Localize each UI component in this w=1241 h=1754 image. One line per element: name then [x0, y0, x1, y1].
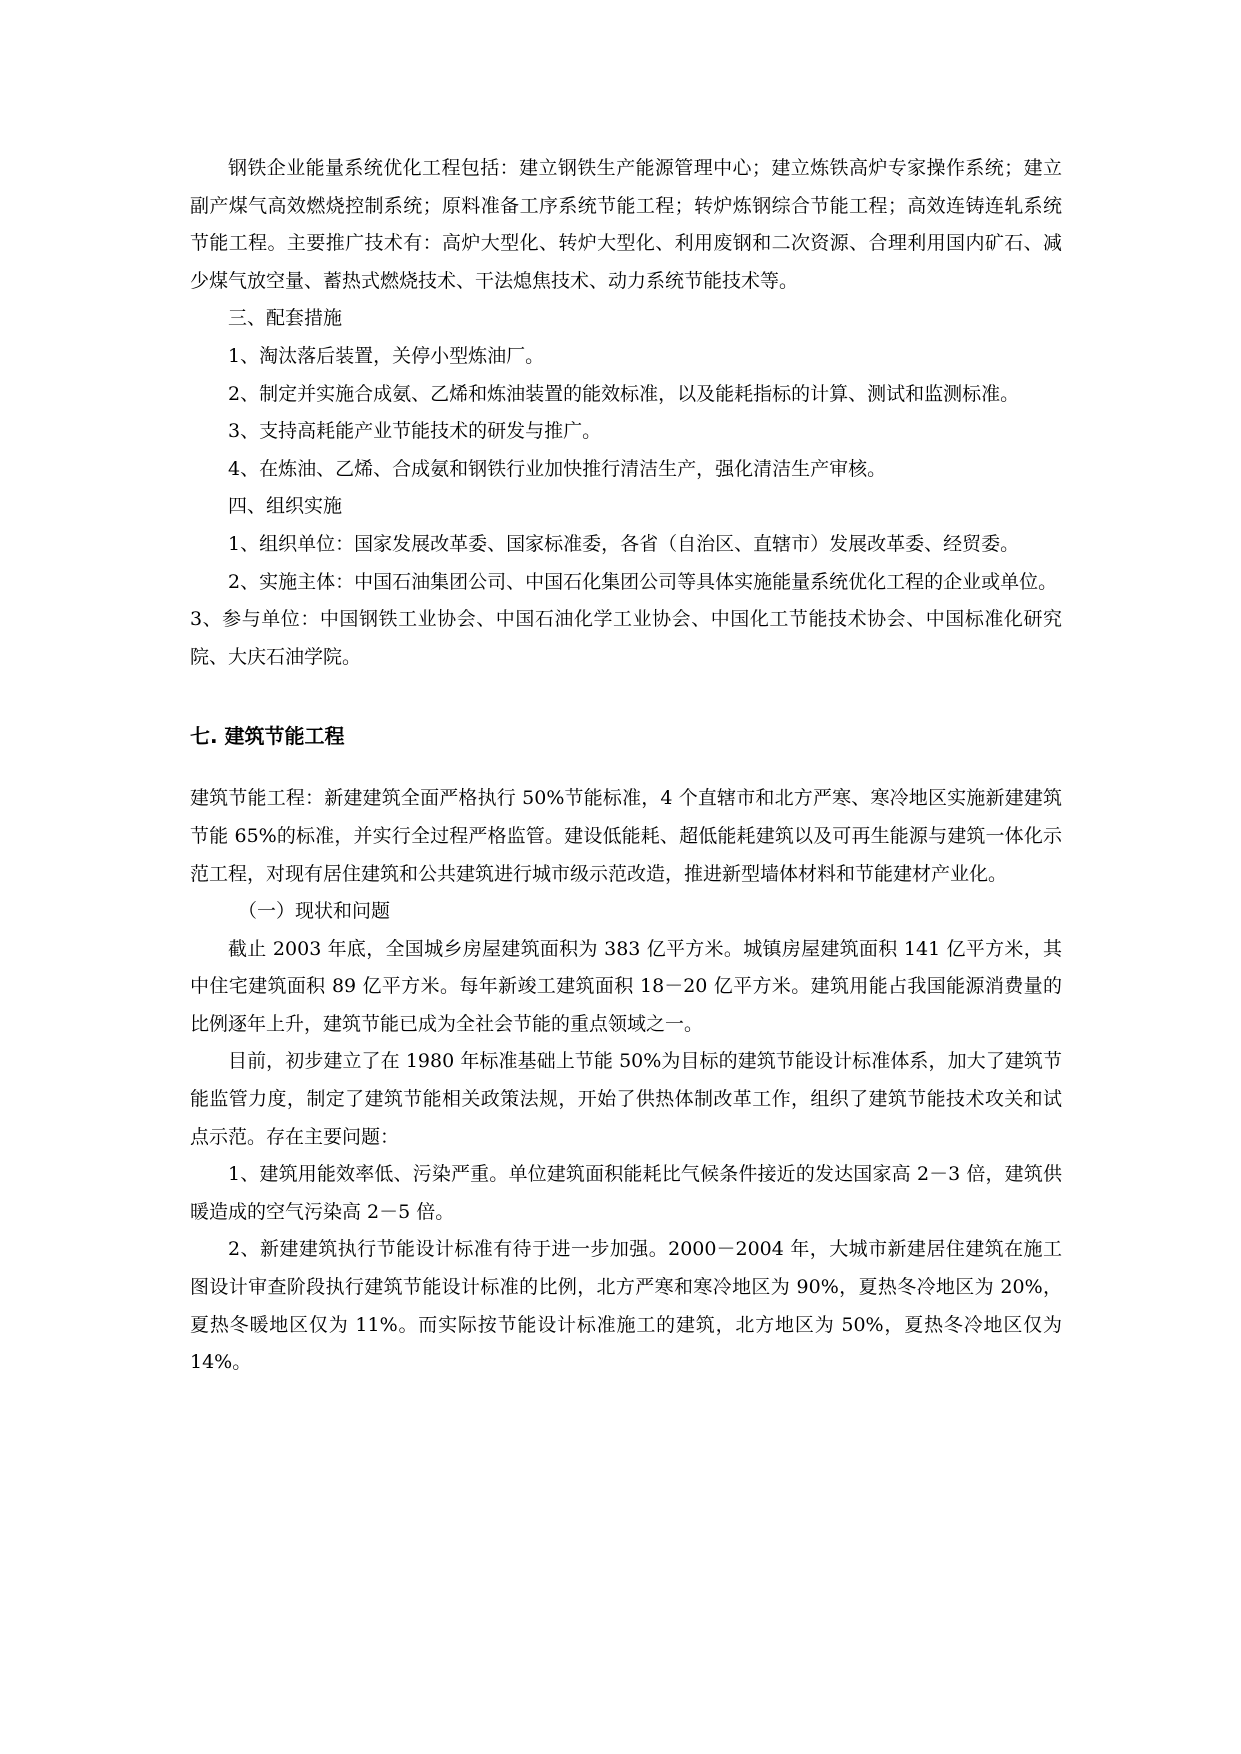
organization-title: 四、组织实施 [228, 495, 343, 518]
supporting-measures-title: 三、配套措施 [228, 307, 343, 330]
spacer [190, 760, 1062, 780]
body-paragraph: 截止 2003 年底，全国城乡房屋建筑面积为 383 亿平方米。城镇房屋建筑面积 141 亿平方米，其中住宅建筑面积 89 亿平方米。每年新竣工建筑面积 18－20 亿平方米。建筑用能占我国能源消费量的比例逐年上升，建筑节能已成为全社会节能的重点领域之一。 [190, 937, 1062, 1035]
measure-item: 2、制定并实施合成氨、乙烯和炼油装置的能效标准，以及能耗指标的计算、测试和监测标准。 [228, 382, 1020, 405]
organization-item: 1、组织单位：国家发展改革委、国家标准委，各省（自治区、直辖市）发展改革委、经贸委。 [228, 532, 1020, 555]
organization-item: 2、实施主体：中国石油集团公司、中国石化集团公司等具体实施能量系统优化工程的企业或单位。 [228, 570, 1058, 593]
body-paragraph: 1、建筑用能效率低、污染严重。单位建筑面积能耗比气候条件接近的发达国家高 2－3 倍，建筑供暖造成的空气污染高 2－5 倍。 [190, 1163, 1062, 1223]
document-body [190, 150, 1062, 1382]
body-paragraph: 2、新建建筑执行节能设计标准有待于进一步加强。2000－2004 年，大城市新建居住建筑在施工图设计审查阶段执行建筑节能设计标准的比例，北方严寒和寒冷地区为 90%，夏热冬冷地区为 20%，夏热冬暖地区仅为 11%。而实际按节能设计标准施工的建筑，北方地区为 50%，夏热冬冷地区仅为 14%。 [190, 1238, 1062, 1374]
building-energy-summary: 建筑节能工程：新建建筑全面严格执行 50%节能标准，4 个直辖市和北方严寒、寒冷地区实施新建建筑节能 65%的标准，并实行全过程严格监管。建设低能耗、超低能耗建筑以及可再生能源与建筑一体化示范工程，对现有居住建筑和公共建筑进行城市级示范改造，推进新型墙体材料和节能建材产业化。 [190, 787, 1062, 885]
status-subtitle: （一）现状和问题 [238, 900, 391, 923]
measure-item: 4、在炼油、乙烯、合成氨和钢铁行业加快推行清洁生产，强化清洁生产审核。 [228, 457, 887, 480]
organization-item: 3、参与单位：中国钢铁工业协会、中国石油化学工业协会、中国化工节能技术协会、中国标准化研究院、大庆石油学院。 [190, 608, 1062, 668]
body-paragraph: 目前，初步建立了在 1980 年标准基础上节能 50%为目标的建筑节能设计标准体系，加大了建筑节能监管力度，制定了建筑节能相关政策法规，开始了供热体制改革工作，组织了建筑节能技术攻关和试点示范。存在主要问题： [190, 1050, 1062, 1148]
section-heading: 七. 建筑节能工程 [190, 724, 345, 749]
measure-item: 1、淘汰落后装置，关停小型炼油厂。 [228, 344, 545, 367]
steel-energy-optimization-paragraph: 钢铁企业能量系统优化工程包括：建立钢铁生产能源管理中心；建立炼铁高炉专家操作系统；建立副产煤气高效燃烧控制系统；原料准备工序系统节能工程；转炉炼钢综合节能工程；高效连铸连轧系统节能工程。主要推广技术有：高炉大型化、转炉大型化、利用废钢和二次资源、合理利用国内矿石、减少煤气放空量、蓄热式燃烧技术、干法熄焦技术、动力系统节能技术等。 [190, 157, 1062, 292]
spacer [190, 676, 1062, 698]
measure-item: 3、支持高耗能产业节能技术的研发与推广。 [228, 420, 602, 443]
